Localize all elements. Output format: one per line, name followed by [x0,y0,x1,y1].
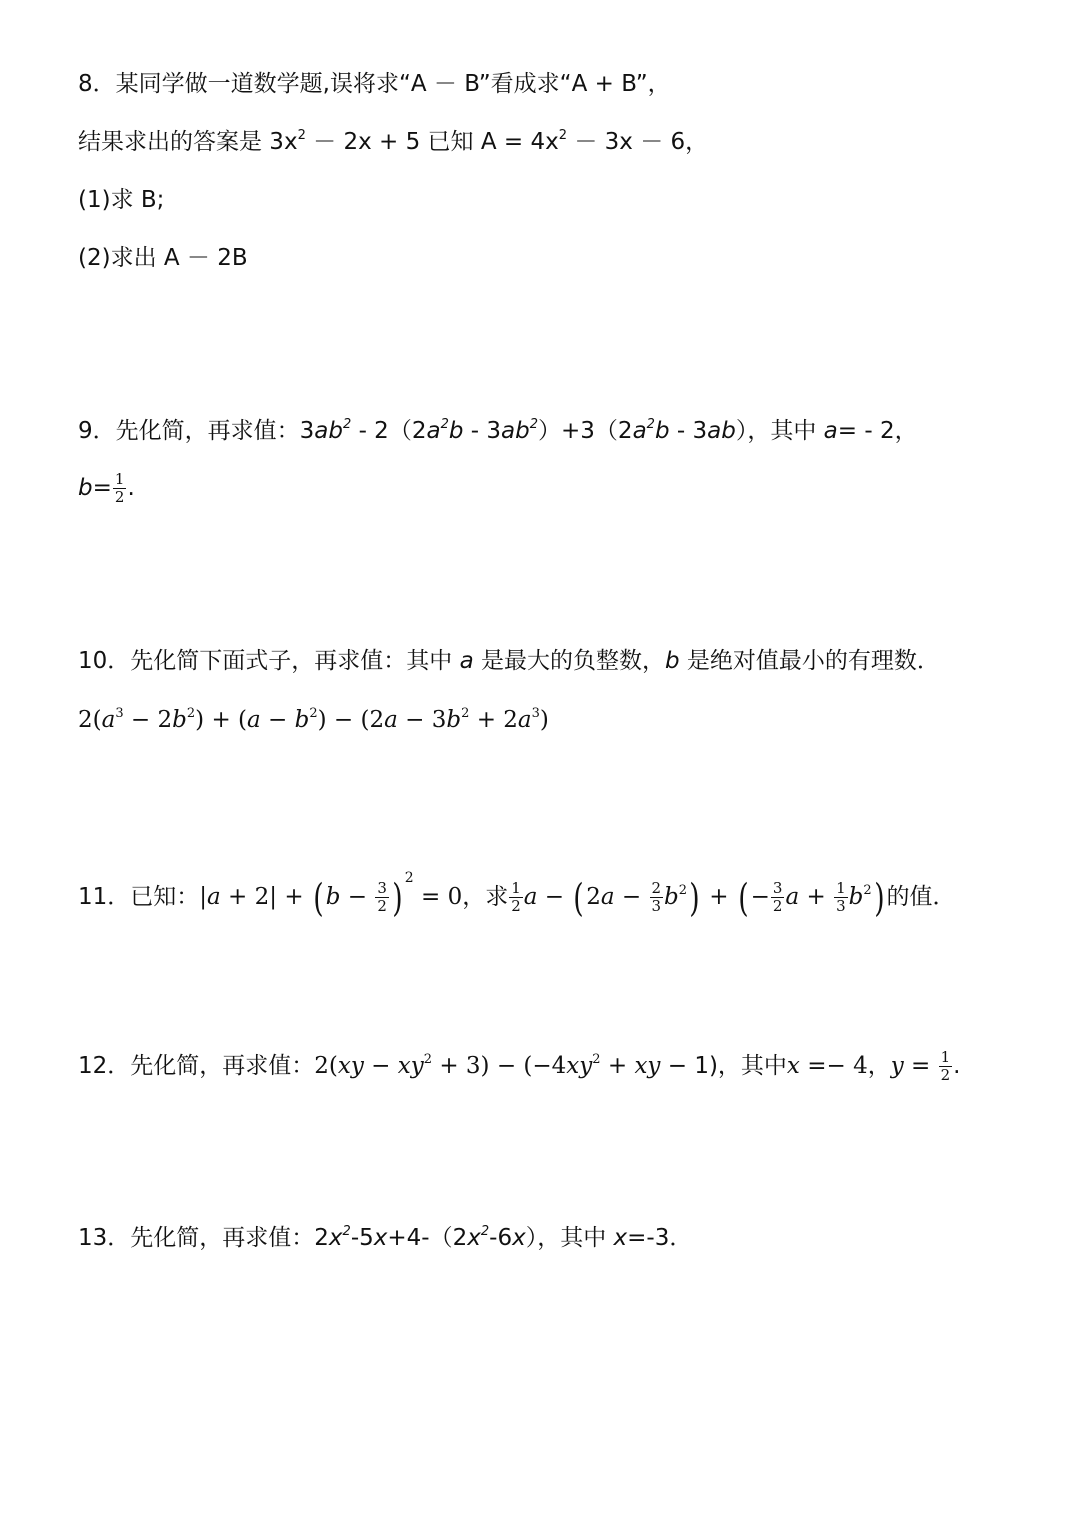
q9-fraction [113,471,127,506]
q11-lead: 已知： [130,884,200,910]
q11-part: 2 [586,884,601,910]
q9-var: ab [314,418,343,444]
q9-var: a [632,418,647,444]
q12-part: =− 4， [799,1053,891,1079]
q12-part: + 3) − (−4 [432,1053,567,1079]
q11-part: + [701,884,736,910]
q11-tail: 的值． [886,884,956,910]
q10-part: − 3 [397,707,447,733]
q11-var: b [664,884,679,910]
q9-var: b [78,475,93,501]
frac-numerator: 2 [651,879,662,897]
q11-part: + [277,884,311,910]
q12-fraction [939,1049,953,1084]
frac-denominator: 3 [651,897,662,915]
q10-exp: 3 [531,706,540,721]
q11-fraction [771,880,785,915]
q11-part: − [340,884,375,910]
q8-result-text: 结果求出的答案是 3x [78,129,298,155]
q13-part: +4-（2 [387,1225,468,1251]
q9-cond: = - 2， [837,418,918,444]
q11-fraction [834,880,848,915]
q10-exp: 2 [461,706,470,721]
q13-var: x [328,1225,343,1251]
q9-exp: 2 [529,417,539,432]
q12-period: . [953,1053,961,1079]
q8-line1 [78,64,671,104]
frac-numerator: 3 [772,879,783,897]
frac-numerator: 1 [511,879,521,897]
q12-part: = [903,1053,938,1079]
q9-line1 [78,411,918,451]
q10-part: − 2 [123,707,173,733]
q10-part: ) − (2 [317,707,385,733]
q11-abs: | [199,884,208,910]
q12-line [78,1046,960,1086]
frac-numerator: 1 [940,1048,951,1066]
q10-var: b [665,648,680,674]
q11-line [78,870,956,920]
q10-var: a [459,648,474,674]
q11-part: + [799,884,834,910]
q11-part: − [750,884,770,910]
q8-number: 8． [78,71,116,97]
q11-exp: 2 [863,883,872,898]
q10-var: b [294,707,310,733]
q13-var: x [467,1225,481,1251]
q8-text: 某同学做一道数学题,误将求“A － B”看成求“A + B”， [115,71,671,97]
q13-part: -6 [489,1225,513,1251]
q13-number: 13． [78,1225,131,1251]
q13-lead: 先化简，再求值：2 [130,1225,329,1251]
q9-line2 [78,468,135,508]
q11-var: a [207,884,221,910]
q10-mid: 是最大的负整数， [473,648,666,674]
q11-exp: 2 [678,883,688,898]
q9-var: ab [707,418,736,444]
q11-ask: 求 [485,884,509,910]
q13-part: =-3． [627,1225,693,1251]
q11-fraction [650,880,664,915]
q10-part: + 2 [469,707,518,733]
q11-exp: 2 [404,870,414,886]
q9-number: 9． [78,418,116,444]
frac-denominator: 3 [836,897,846,915]
q10-part: 2( [78,707,102,733]
q12-exp: 2 [592,1052,601,1067]
q9-term: - 3 [463,418,502,444]
q9-exp: 2 [342,417,352,432]
q13-var: x [613,1225,628,1251]
q8-exponent: 2 [558,128,568,143]
q11-part: = 0， [413,884,486,910]
q11-number: 11． [78,884,131,910]
q9-var: a [823,418,838,444]
q10-exp: 2 [186,706,196,721]
q13-var: x [512,1225,526,1251]
q8-exponent: 2 [297,128,306,143]
q9-var: b [654,418,670,444]
q10-var: b [446,707,462,733]
q11-var: a [600,884,615,910]
q9-exp: 2 [440,417,449,432]
frac-numerator: 1 [836,879,846,897]
q12-var: y [890,1053,904,1079]
q11-part: − [614,884,649,910]
q12-var: xy [397,1053,424,1079]
q9-term: - 3 [669,418,708,444]
q9-var: ab [501,418,530,444]
q10-part: ) [539,707,549,733]
q12-var: x [786,1053,800,1079]
q12-var: xy [337,1053,364,1079]
q12-var: xy [566,1053,593,1079]
q10-line1 [78,641,940,681]
q9-term: ）+3（2 [538,418,633,444]
q13-part: ），其中 [525,1225,614,1251]
q11-paren: ( [313,875,324,920]
frac-numerator: 3 [377,879,387,897]
q12-part: − [363,1053,398,1079]
q11-part: + 2| [220,884,278,910]
q10-var: b [172,707,187,733]
frac-numerator: 1 [114,470,125,488]
q10-expression [78,700,549,740]
q12-number: 12． [78,1053,131,1079]
q8-part2: (2)求出 A － 2B [78,245,248,271]
q8-part1: (1)求 B; [78,187,165,213]
frac-denominator: 2 [377,897,387,915]
frac-denominator: 2 [114,488,125,506]
q12-lead: 先化简，再求值： [130,1053,315,1079]
q9-exp: 2 [646,417,655,432]
q13-line [78,1218,692,1258]
q13-exp: 2 [480,1224,490,1239]
q12-exp: 2 [423,1052,433,1067]
q11-part: − [537,884,572,910]
q10-number: 10． [78,648,131,674]
q11-fraction [375,880,389,915]
q10-tail: 是绝对值最小的有理数． [679,648,940,674]
q12-part: 2( [314,1053,338,1079]
q11-var: b [848,884,864,910]
q10-var: a [247,707,261,733]
frac-denominator: 2 [940,1066,951,1084]
q11-paren: ) [392,875,403,920]
q11-paren: ) [689,875,700,920]
q12-part: − 1)，其中 [660,1053,787,1079]
q11-paren: ) [873,875,885,920]
q11-var: a [785,884,800,910]
q9-var: a [426,418,441,444]
q9-period: . [127,475,135,501]
q12-part: + [600,1053,635,1079]
q9-term: ），其中 [735,418,824,444]
q10-lead: 先化简下面式子，再求值：其中 [130,648,460,674]
q10-part: ) + ( [195,707,247,733]
q11-paren: ( [738,875,749,920]
q8-given-text: － 2x + 5 已知 A = 4x [305,129,559,155]
q13-part: -5 [350,1225,374,1251]
q9-term: - 2（2 [351,418,427,444]
q10-exp: 2 [309,706,318,721]
q13-exp: 2 [342,1224,351,1239]
q10-part: − [260,707,295,733]
q9-lead: 先化简，再求值： [115,418,300,444]
frac-denominator: 2 [772,897,783,915]
q10-var: a [384,707,398,733]
q10-exp: 3 [115,706,124,721]
q9-eq: = [92,475,112,501]
q9-var: b [448,418,464,444]
q8-given-tail: － 3x － 6， [567,129,709,155]
frac-denominator: 2 [511,897,521,915]
q11-fraction [509,880,523,915]
q11-var: b [325,884,341,910]
q11-var: a [523,884,538,910]
q9-term: 3 [299,418,315,444]
q13-var: x [373,1225,388,1251]
q10-var: a [101,707,116,733]
q8-line2 [78,122,708,162]
q11-paren: ( [573,875,585,920]
q12-var: xy [634,1053,661,1079]
q10-var: a [517,707,532,733]
